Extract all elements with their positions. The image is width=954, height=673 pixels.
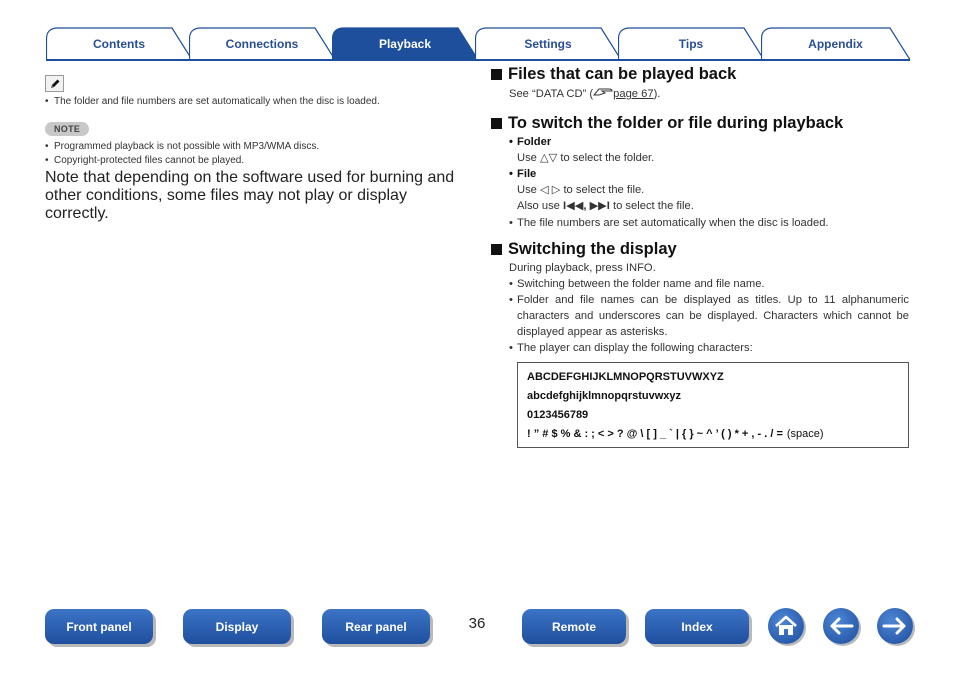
section-heading-files (491, 65, 909, 84)
text-part: Also use (517, 200, 564, 212)
pencil-icon (45, 75, 64, 92)
note-badge: NOTE (45, 122, 89, 136)
display-item: • The player can display the following characters: (509, 340, 909, 356)
page-number: 36 (468, 615, 486, 632)
button-label: Front panel (66, 619, 132, 634)
section-title: Switching the display (508, 240, 677, 258)
back-arrow-icon[interactable] (823, 608, 859, 644)
file-instruction (509, 182, 909, 198)
text-part: Use (517, 184, 541, 196)
forward-arrow-icon[interactable] (877, 608, 913, 644)
chars-digits: 0123456789 (527, 409, 589, 421)
index-button[interactable] (645, 609, 749, 644)
note-list (45, 140, 465, 169)
displayable-characters-box (517, 362, 909, 448)
tab-label: Playback (378, 37, 432, 51)
switch-note: • The file numbers are set automatically when the disc is loaded. (509, 215, 909, 231)
left-notes-column (45, 75, 465, 223)
folder-instruction (509, 150, 909, 166)
display-intro: During playback, press INFO. (509, 262, 656, 274)
button-label: Remote (551, 619, 596, 634)
rear-panel-button[interactable] (322, 609, 430, 644)
section-heading-switch (491, 114, 909, 133)
chars-lowercase: abcdefghijklmnopqrstuvwxyz (527, 390, 682, 402)
file-skip-instruction (509, 198, 909, 214)
note-item: • Copyright-protected files cannot be played. (45, 154, 465, 169)
tab-tips[interactable] (618, 27, 764, 59)
button-label: Rear panel (345, 619, 407, 634)
tab-label: Settings (524, 37, 572, 51)
tab-contents[interactable] (46, 27, 192, 59)
up-down-keys-icon: △▽ (540, 152, 558, 164)
heading-square-icon (491, 69, 502, 80)
home-icon[interactable] (768, 608, 804, 644)
right-content-column (491, 65, 909, 448)
tab-label: Contents (93, 37, 145, 51)
text-part: to select the folder. (557, 152, 655, 164)
chars-symbols-row (527, 425, 899, 444)
button-label: Display (215, 619, 259, 634)
heading-square-icon (491, 118, 502, 129)
chars-uppercase: ABCDEFGHIJKLMNOPQRSTUVWXYZ (527, 371, 724, 383)
tab-settings[interactable] (475, 27, 621, 59)
chars-space: (space) (786, 428, 824, 440)
display-button[interactable] (183, 609, 291, 644)
skip-keys-icon: I◀◀, ▶▶I (563, 200, 610, 212)
display-section-body (491, 260, 909, 356)
files-section-body (491, 86, 909, 102)
tab-appendix[interactable] (761, 27, 910, 59)
remote-button[interactable] (522, 609, 626, 644)
note-item-continuation: Note that depending on the software used for burning and other conditions, some files may not play or display correctly. (45, 168, 455, 222)
tab-playback[interactable] (332, 27, 478, 59)
memo-list (45, 95, 465, 110)
section-heading-display (491, 240, 909, 259)
left-right-keys-icon: ◁ ▷ (540, 184, 561, 196)
reference-hand-icon (593, 88, 613, 100)
chars-symbols: ! ” # $ % & : ; < > ? @ \ [ ] _ ` | { } ~ ^ ’ ( ) * + , - . / = (527, 428, 783, 440)
text-part: to select the file. (560, 184, 645, 196)
tab-connections[interactable] (189, 27, 335, 59)
see-suffix: ). (653, 88, 661, 100)
front-panel-button[interactable] (45, 609, 153, 644)
display-item: • Folder and file names can be displayed as titles. Up to 11 alphanumeric characters and underscores can be displayed. Characters which cannot be displayed appear as asterisks. (509, 292, 909, 340)
see-prefix: See “DATA CD” ( (509, 88, 594, 100)
switch-section-body (491, 134, 909, 231)
tab-label: Connections (225, 37, 299, 51)
note-item: • Programmed playback is not possible with MP3/WMA discs. (45, 140, 465, 155)
tab-label: Appendix (808, 37, 863, 51)
memo-item: • The folder and file numbers are set automatically when the disc is loaded. (45, 95, 465, 110)
text-part: Use (517, 152, 541, 164)
text-part: to select the file. (609, 200, 694, 212)
section-title: To switch the folder or file during playback (508, 114, 844, 132)
button-label: Index (681, 619, 713, 634)
heading-square-icon (491, 244, 502, 255)
page-67-link[interactable]: page 67 (613, 88, 654, 100)
folder-label: • Folder (509, 134, 909, 150)
file-label: • File (509, 166, 909, 182)
display-item: • Switching between the folder name and file name. (509, 276, 909, 292)
section-title: Files that can be played back (508, 65, 737, 83)
chapter-tab-bar (46, 27, 910, 61)
tab-label: Tips (678, 37, 704, 51)
see-reference (509, 86, 909, 102)
